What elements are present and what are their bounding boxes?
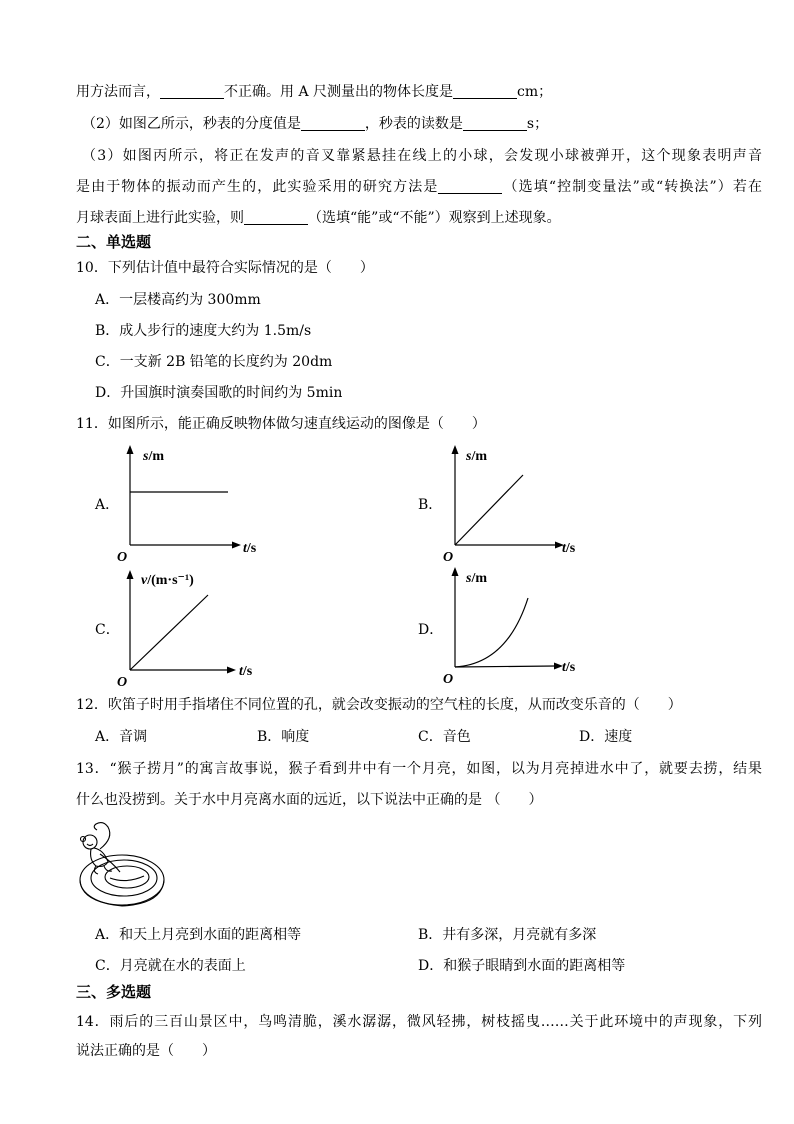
q9-text: cm； (517, 84, 553, 100)
y-axis-label: s/m (466, 449, 488, 464)
q9-line-2 (82, 114, 548, 134)
q11-graph-b-label: B． (418, 497, 443, 513)
answer-blank (160, 84, 224, 99)
answer-blank (463, 116, 527, 131)
q13-option-d: D．和猴子眼睛到水面的距离相等 (418, 958, 626, 974)
answer-blank (301, 116, 365, 131)
y-axis-arrow (452, 445, 459, 454)
origin-label: O (117, 675, 128, 690)
q9-line-5 (76, 208, 561, 228)
q12-option-b: B．响度 (257, 729, 310, 745)
x-axis-label: t/s (562, 541, 576, 556)
q11-graph-d-label: D． (418, 622, 444, 638)
q13-stem-line-2: 什么也没捞到。关于水中月亮离水面的远近，以下说法中正确的是 （ ） (76, 792, 543, 808)
q9-line-1 (76, 82, 552, 102)
graph-line (130, 595, 208, 670)
q11-graph-c-label: C． (95, 622, 120, 638)
section-heading-multiple-choice: 三、多选题 (76, 983, 152, 1001)
q10-stem: 10．下列估计值中最符合实际情况的是（ ） (76, 260, 374, 276)
q11-graph-c (110, 565, 280, 690)
y-axis-label: v/(m·s⁻¹) (141, 573, 194, 588)
q9-text: （选填“能”或“不能”）观察到上述现象。 (308, 210, 561, 226)
q12-option-d: D．速度 (579, 729, 633, 745)
answer-blank (453, 84, 517, 99)
y-axis-label: s/m (143, 449, 165, 464)
q11-stem: 11．如图所示，能正确反映物体做匀速直线运动的图像是（ ） (76, 416, 486, 432)
q10-option-c: C．一支新 2B 铅笔的长度约为 20dm (95, 354, 333, 370)
q14-stem-line-1: 14．雨后的三百山景区中，鸟鸣清脆，溪水潺潺，微风轻拂，树枝摇曳……关于此环境中的声现象，下列 (76, 1014, 762, 1030)
q9-line-4 (76, 177, 762, 197)
graph-curve (455, 598, 528, 667)
q13-option-a: A．和天上月亮到水面的距离相等 (95, 927, 302, 943)
x-axis-label: t/s (562, 660, 576, 675)
q10-option-d: D．升国旗时演奏国歌的时间约为 5min (95, 385, 343, 401)
x-axis-arrow (227, 667, 236, 674)
y-axis-label: s/m (466, 571, 488, 586)
monkey-face (87, 844, 93, 846)
water-ripple (110, 876, 144, 881)
q9-text: 用方法而言， (76, 84, 160, 100)
q12-option-c: C．音色 (418, 729, 471, 745)
x-axis-label: t/s (239, 664, 253, 679)
q11-graph-d (435, 562, 605, 687)
q13-option-c: C．月亮就在水的表面上 (95, 958, 246, 974)
q10-option-b: B．成人步行的速度大约为 1.5m/s (95, 323, 312, 339)
q10-option-a: A．一层楼高约为 300mm (95, 292, 261, 308)
origin-label: O (443, 672, 454, 687)
monkey-arm (100, 854, 120, 872)
origin-label: O (443, 550, 454, 565)
answer-blank (438, 179, 502, 194)
q13-stem-line-1: 13．“猴子捞月”的寓言故事说，猴子看到井中有一个月亮，如图，以为月亮掉进水中了，就要去捞，结果 (76, 761, 762, 777)
origin-label: O (117, 550, 128, 565)
q9-text: （选填“控制变量法”或“转换法”）若在 (502, 179, 762, 195)
q9-text: 是由于物体的振动而产生的，此实验采用的研究方法是 (76, 179, 439, 195)
q9-text: 月球表面上进行此实验，则 (76, 210, 244, 226)
well-inner-rim (91, 860, 157, 896)
answer-blank (244, 210, 308, 225)
section-heading-single-choice: 二、单选题 (76, 233, 152, 251)
y-axis-arrow (452, 567, 459, 576)
q12-option-a: A．音调 (95, 729, 148, 745)
x-axis-arrow (232, 542, 241, 549)
q9-text: ，秒表的读数是 (364, 116, 463, 132)
y-axis-arrow (127, 570, 134, 579)
q13-option-b: B．井有多深，月亮就有多深 (418, 927, 597, 943)
q9-line-3: （3）如图丙所示，将正在发声的音叉靠紧悬挂在线上的小球，会发现小球被弹开，这个现象表明声音 (82, 148, 762, 164)
q9-text: s； (526, 116, 549, 132)
monkey-well-illustration (70, 818, 166, 912)
q9-text: （2）如图乙所示，秒表的分度值是 (82, 116, 301, 132)
graph-line (455, 475, 523, 545)
q12-stem: 12．吹笛子时用手指堵住不同位置的孔，就会改变振动的空气柱的长度，从而改变乐音的（ ） (76, 697, 682, 713)
q14-stem-line-2: 说法正确的是（ ） (76, 1043, 216, 1059)
q11-graph-a-label: A． (95, 497, 120, 513)
x-axis (455, 666, 555, 667)
y-axis-arrow (127, 445, 134, 454)
q11-graph-a (110, 440, 280, 565)
q11-graph-b (435, 440, 605, 565)
q9-text: 不正确。用 A 尺测量出的物体长度是 (224, 84, 454, 100)
x-axis-label: t/s (243, 541, 257, 556)
